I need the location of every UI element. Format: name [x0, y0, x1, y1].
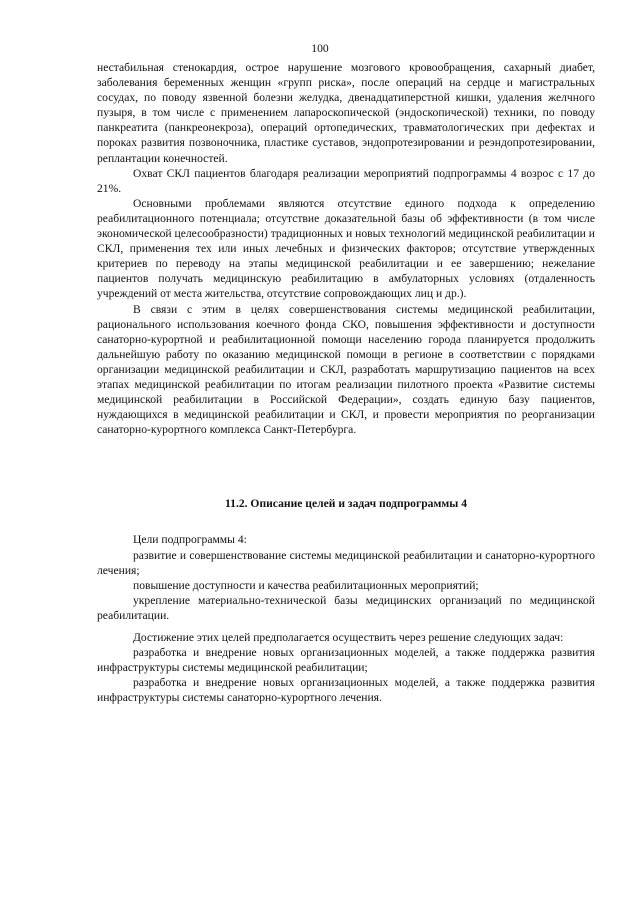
- tasks-intro: Достижение этих целей предполагается осуществить через решение следующих задач:: [133, 631, 564, 644]
- task-item: разработка и внедрение новых организационных моделей, а также поддержка развития инфраструктуры системы санаторно-курортного лечения.: [97, 676, 595, 705]
- goal-item: укрепление материально-технической базы медицинских организаций по медицинской реабилитации.: [97, 593, 595, 622]
- paragraph-planned-measures: В связи с этим в целях совершенствования системы медицинской реабилитации, рационального использования коечного фонда СКО, повышения эффективности и доступности санаторно-курортной и реабилитационной помощи населению города планируется продолжить дальнейшую работу по оказанию медицинской помощи в регионе в соответствии с порядками организации медицинской реабилитации и СКЛ, разработать маршрутизацию пациентов на всех этапах медицинской реабилитации по итогам реализации пилотного проекта «Развитие системы медицинской реабилитации в Российской Федерации», создать единую базу пациентов, нуждающихся в медицинской реабилитации и СКЛ, и провести мероприятия по реорганизации санаторно-курортного комплекса Санкт-Петербурга.: [97, 302, 595, 437]
- goal-item: развитие и совершенствование системы медицинской реабилитации и санаторно-курортного лечения;: [97, 548, 595, 577]
- page-number: 100: [311, 42, 329, 55]
- paragraph-skl-coverage: Охват СКЛ пациентов благодаря реализации мероприятий подпрограммы 4 возрос с 17 до 21%.: [97, 166, 595, 195]
- paragraph-patient-categories: нестабильная стенокардия, острое нарушение мозгового кровообращения, сахарный диабет, заболевания беременных женщин «групп риска», после операций на сердце и магистральных сосудах, по поводу язвенной болезни желудка, двенадцатиперстной кишки, удаления желчного пузыря, в том числе с применением лапароскопической (эндоскопической) техники, по поводу панкреатита (панкреонекроза), операций ортопедических, травматологических при дефектах и пороках развития позвоночника, пластике суставов, эндопротезировании и реэндопротезировании, реплантации конечностей.: [97, 61, 595, 165]
- goals-intro: Цели подпрограммы 4:: [133, 533, 247, 547]
- goal-item: повышение доступности и качества реабилитационных мероприятий;: [133, 578, 479, 592]
- section-title: 11.2. Описание целей и задач подпрограммы 4: [224, 497, 468, 511]
- page-content: [97, 60, 595, 705]
- task-item: разработка и внедрение новых организационных моделей, а также поддержка развития инфраструктуры системы медицинской реабилитации;: [97, 646, 595, 675]
- paragraph-main-problems: Основными проблемами являются отсутствие единого подхода к определению реабилитационного потенциала; отсутствие доказательной базы об эффективности (в том числе экономической целесообразности) традиционных и новых технологий медицинской реабилитации и СКЛ, применения тех или иных лечебных и физических факторов; отсутствие утвержденных критериев по переводу на этапы медицинской реабилитации и ее завершению; нежелание пациентов получать медицинскую реабилитацию в амбулаторных условиях (отдаленность учреждений от места жительства, отсутствие сопровождающих лиц и др.).: [97, 196, 595, 301]
